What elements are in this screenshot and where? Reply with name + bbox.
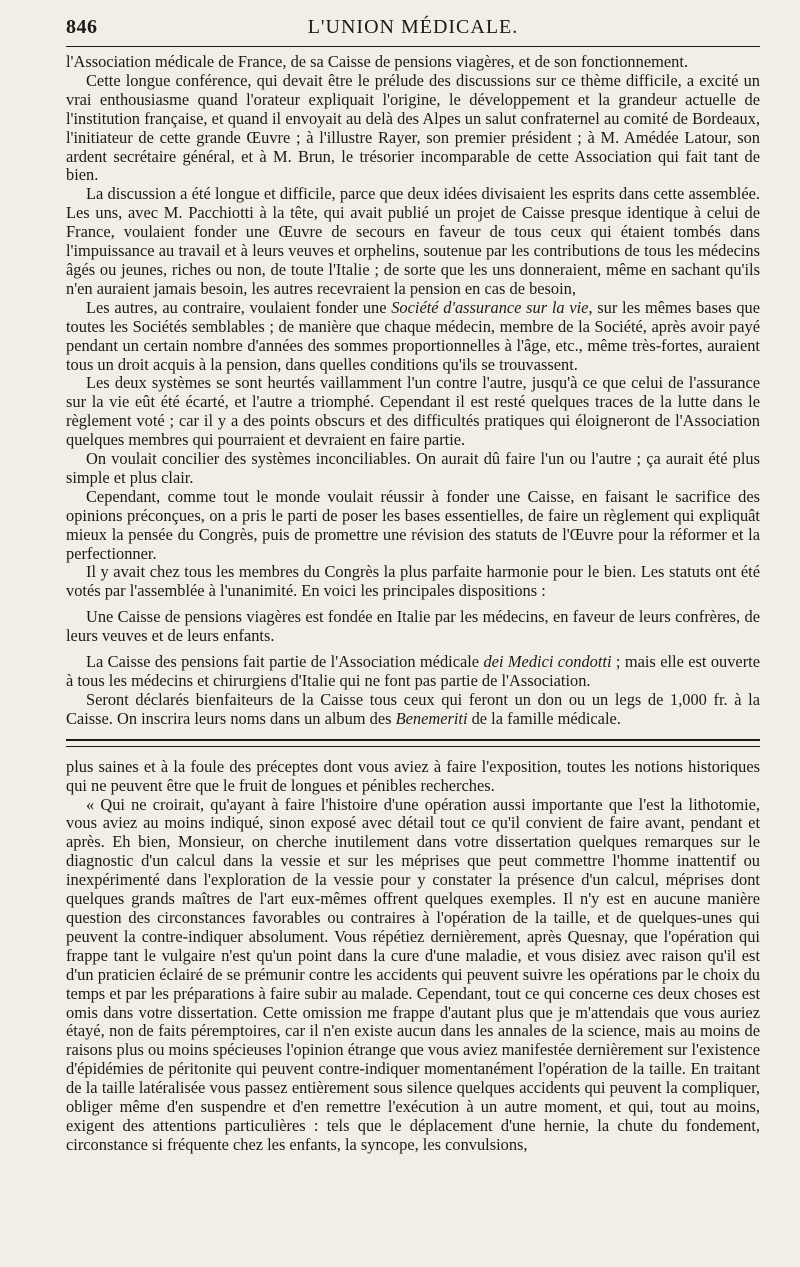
paragraph: La discussion a été longue et difficile, parce que deux idées divisaient les esprits dans cette assemblée. Les uns, avec M. Pacchiotti à la tête, qui avait publié un projet de Caisse presque identique à celui de France, voulaient fonder une Œuvre de secours en faveur de tous ceux qui étaient tombés dans l'impuissance au travail et à leurs veuves et orphelins, soutenue par les contributions de tous les médecins âgés ou jeunes, riches ou non, de toute l'Italie ; de sorte que les uns donneraient, même en sachant qu'ils n'en auraient jamais besoin, les autres recevraient la pension en cas de besoin, [66, 184, 760, 298]
italic-term: Benemeriti [395, 708, 468, 728]
header-rule [66, 46, 760, 47]
paragraph: Cette longue conférence, qui devait être le prélude des discussions sur ce thème difficile, a excité un vrai enthousiasme quand l'orateur expliquait l'origine, le développement et la grandeur actuelle de l'institution française, et quand il envoyait au delà des Alpes un salut confraternel au comité de Bordeaux, l'initiateur de cette grande Œuvre ; à l'illustre Rayer, son premier président ; à M. Amédée Latour, son ardent secrétaire général, et à M. Brun, le trésorier incomparable de cette Association qui fait tant de bien. [66, 70, 760, 185]
text-run: Seront déclarés bienfaiteurs de la Caisse tous ceux qui feront un don ou un legs de 1,000 fr. à la Caisse. On inscrira leurs noms dans un album des [66, 689, 760, 728]
paragraph: plus saines et à la foule des préceptes dont vous aviez à faire l'exposition, toutes les notions historiques qui ne peuvent être que le fruit de longues et pénibles recherches. [66, 756, 760, 795]
text-run: ; mais elle est ouverte à tous les médecins et chirurgiens d'Italie qui ne font pas partie de l'Association. [66, 652, 760, 690]
paragraph: Cependant, comme tout le monde voulait réussir à fonder une Caisse, en faisant le sacrifice des opinions préconçues, on a pris le parti de poser les bases essentielles, de faire un règlement qui expliquât mieux la pensée du Congrès, puis de promettre une révision des statuts de l'Œuvre pour la réformer et la perfectionner. [66, 486, 760, 563]
italic-term: Société d'assurance sur la vie [391, 297, 589, 317]
italic-term: dei Medici condotti [483, 652, 612, 672]
paragraph: On voulait concilier des systèmes inconciliables. On aurait dû faire l'un ou l'autre ; ça aurait été plus simple et plus clair. [66, 449, 760, 487]
paragraph: l'Association médicale de France, de sa Caisse de pensions viagères, et de son fonctionnement. [66, 52, 688, 71]
feuilleton-separator [66, 739, 760, 747]
text-run: , sur les mêmes bases que toutes les Sociétés semblables ; de manière que chaque médecin, membre de la Société, après avoir payé pendant un certain nombre d'années des sommes proportionnelles à l'âge, etc., même très-fortes, auraient tous un droit acquis à la pension, dans quelles conditions qu'ils se trouvassent. [66, 297, 761, 374]
text-run: Les autres, au contraire, voulaient fonder une [86, 297, 392, 317]
article-section-top [66, 53, 760, 729]
feuilleton-section [66, 758, 760, 1155]
text-run: de la famille médicale. [467, 708, 621, 728]
statute-2 [66, 653, 760, 691]
paragraph: Il y avait chez tous les membres du Congrès la plus parfaite harmonie pour le bien. Les statuts ont été votés par l'assemblée à l'unanimité. En voici les principales dispositions : [66, 562, 760, 601]
page-number: 846 [66, 16, 98, 38]
statute-3 [66, 691, 760, 729]
running-head [66, 14, 760, 42]
paragraph: « Qui ne croirait, qu'ayant à faire l'histoire d'une opération aussi importante que l'est la lithotomie, vous aviez au moins indiqué, sinon exposé avec détail tout ce qu'il convient de faire avant, pendant et après. Eh bien, Monsieur, on cherche inutilement dans votre dissertation quelques remarques sur le diagnostic d'un calcul dans la vessie et sur les méprises que peut commettre l'homme inattentif ou inexpérimenté dans l'exploration de la vessie pour y constater la présence d'un calcul, méprises dont quelques grands maîtres de l'art eux-mêmes offrent quelques exemples. Il n'y est en aucune manière question des circonstances favorables ou contraires à l'opération de la taille, et de quelques-unes qui peuvent la contre-indiquer absolument. Vous répétiez dernièrement, après Quesnay, que l'opération qui frappe tant le vulgaire n'est qu'un point dans la cure d'une maladie, et vous disiez avec raison qu'il est d'un praticien éclairé de se prémunir contre les accidents qui peuvent suivre les opérations par le choix du temps et par les préparations à faire subir au malade. Cependant, tout ce qui concerne ces deux choses est omis dans votre dissertation. Cette omission me frappe d'autant plus que je m'attendais que vous auriez étayé, non de faits péremptoires, car il n'en existe aucun dans les annales de la science, mais au moins de raisons plus ou moins spécieuses l'opinion étrange que vous aviez manifestée dernièrement sur l'existence d'épidémies de péritonite qui peuvent contre-indiquer momentanément l'opération de la taille. En traitant de la taille latéralisée vous passez entièrement sous silence quelques accidents qui peuvent la compliquer, obliger même d'en suspendre et d'en remettre l'exécution à un autre moment, et qui, tout au moins, exigent des attentions particulières : tels que le déplacement d'une hernie, la chute du fondement, circonstance si fréquente chez les enfants, la syncope, les convulsions, [66, 794, 760, 1154]
journal-title: L'UNION MÉDICALE. [307, 16, 519, 38]
text-run: La Caisse des pensions fait partie de l'Association médicale [86, 652, 484, 672]
statute-1: Une Caisse de pensions viagères est fondée en Italie par les médecins, en faveur de leurs confrères, de leurs veuves et de leurs enfants. [66, 607, 760, 646]
paragraph: Les deux systèmes se sont heurtés vaillamment l'un contre l'autre, jusqu'à ce que celui de l'assurance sur la vie eût été écarté, et l'autre a triomphé. Cependant il est resté quelques traces de la lutte dans le règlement voté ; car il y a des points obscurs et des difficultés pratiques qui éloigneront de l'Association quelques membres qui pourraient et devraient en faire partie. [66, 373, 760, 450]
paragraph-with-italic [66, 299, 760, 375]
